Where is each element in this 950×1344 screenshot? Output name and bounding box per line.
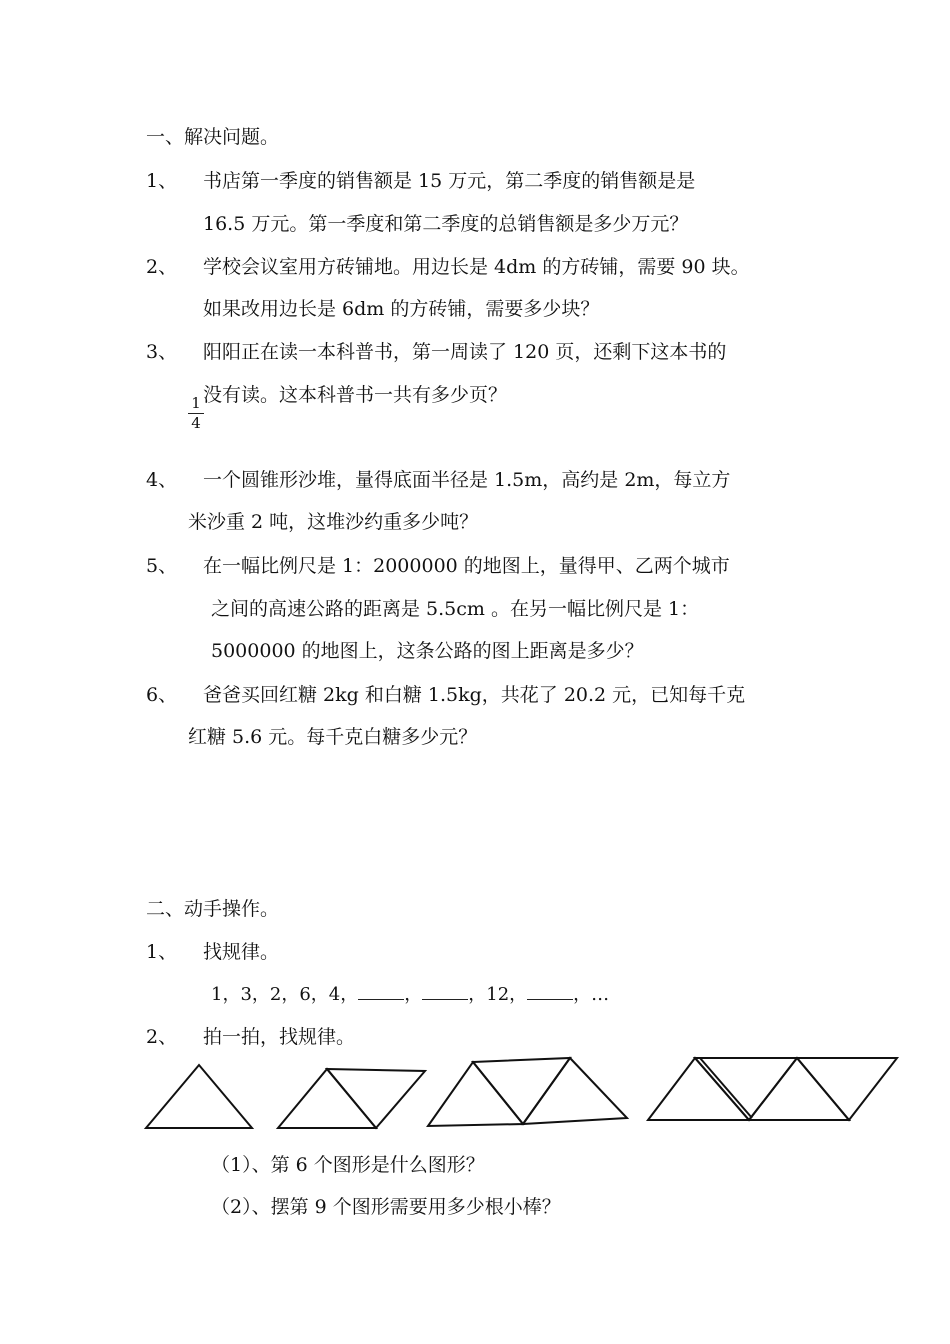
question-1: （1）、第 6 个图形是什么图形？: [211, 1154, 485, 1176]
section1-heading: 一、解决问题。: [146, 126, 280, 148]
sequence-part4: ，…: [573, 984, 610, 1005]
item2-line2: 如果改用边长是 6dm 的方砖铺，需要多少块？: [203, 298, 600, 320]
item5-number: 5、: [146, 555, 178, 577]
section2-heading: 二、动手操作。: [146, 898, 280, 920]
figure4-triangle-c: [749, 1058, 849, 1120]
s2-item1-number: 1、: [146, 941, 178, 963]
figure4-triangle-a: [648, 1058, 749, 1120]
item2-number: 2、: [146, 256, 178, 278]
figure2-triangle-b: [327, 1069, 425, 1128]
figure4-double-edge: [700, 1058, 752, 1118]
item3-line2: 没有读。这本科普书一共有多少页？: [203, 384, 508, 406]
figure3-triangle-a: [428, 1062, 523, 1126]
item6-line1: 爸爸买回红糖 2kg 和白糖 1.5kg，共花了 20.2 元，已知每千克: [203, 684, 746, 706]
item5-line2: 之间的高速公路的距离是 5.5cm 。在另一幅比例尺是 1：: [211, 598, 700, 620]
item1-number: 1、: [146, 170, 178, 192]
item3-line1: 阳阳正在读一本科普书，第一周读了 120 页，还剩下这本书的: [203, 341, 727, 363]
fraction-one-quarter: [188, 396, 204, 431]
sequence-blank-1: [358, 985, 404, 1000]
figure3-triangle-b: [473, 1058, 570, 1124]
figure2-triangle-a: [278, 1069, 376, 1128]
item2-line1: 学校会议室用方砖铺地。用边长是 4dm 的方砖铺，需要 90 块。: [203, 256, 750, 278]
sequence-part3: ，12，: [468, 984, 528, 1005]
item4-line1: 一个圆锥形沙堆，量得底面半径是 1.5m，高约是 2m，每立方: [203, 469, 731, 491]
item5-line3: 5000000 的地图上，这条公路的图上距离是多少？: [211, 640, 644, 662]
sequence-blank-2: [422, 985, 468, 1000]
item4-number: 4、: [146, 469, 178, 491]
item5-line1: 在一幅比例尺是 1：2000000 的地图上，量得甲、乙两个城市: [203, 555, 730, 577]
figure4-triangle-b: [695, 1058, 797, 1120]
item6-number: 6、: [146, 684, 178, 706]
fraction-numerator: 1: [191, 394, 201, 412]
s2-item2-number: 2、: [146, 1026, 178, 1048]
s2-item2-text: 拍一拍，找规律。: [203, 1026, 356, 1048]
question-2: （2）、摆第 9 个图形需要用多少根小棒？: [211, 1196, 561, 1218]
sequence-part2: ，: [404, 984, 423, 1005]
item3-number: 3、: [146, 341, 178, 363]
figure4-triangle-d: [797, 1058, 897, 1120]
figure3-triangle-c: [523, 1058, 627, 1124]
s2-item1-text: 找规律。: [203, 941, 280, 963]
item1-line2: 16.5 万元。第一季度和第二季度的总销售额是多少万元？: [203, 213, 689, 235]
sequence-blank-3: [527, 985, 573, 1000]
number-sequence: [211, 985, 609, 1004]
item4-line2: 米沙重 2 吨，这堆沙约重多少吨？: [188, 511, 479, 533]
figure1-triangle: [146, 1065, 252, 1128]
item1-line1: 书店第一季度的销售额是 15 万元，第二季度的销售额是是: [203, 170, 696, 192]
sequence-part1: 1，3，2，6，4，: [211, 984, 359, 1005]
item6-line2: 红糖 5.6 元。每千克白糖多少元？: [188, 726, 478, 748]
fraction-denominator: 4: [191, 414, 201, 432]
